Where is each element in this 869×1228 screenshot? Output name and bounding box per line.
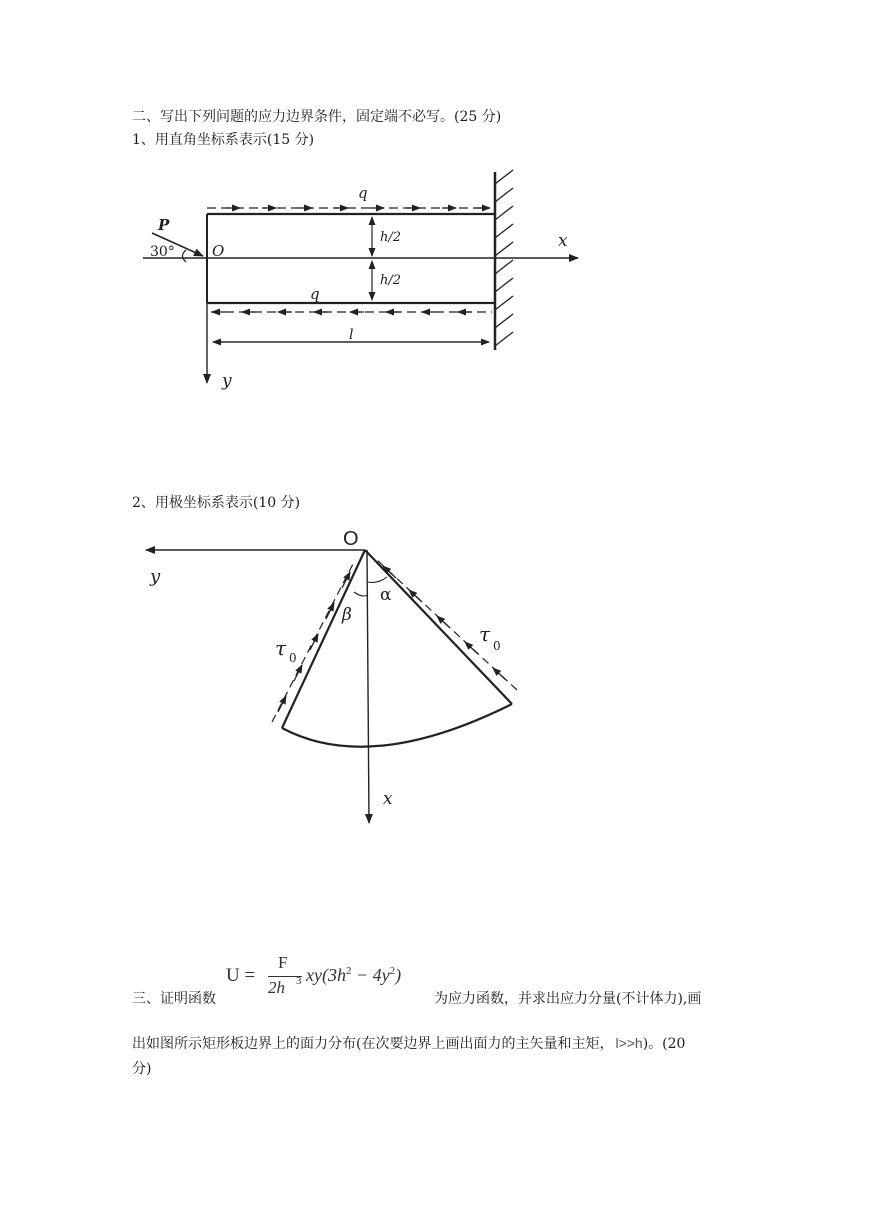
label-alpha: α [380,585,392,605]
section-3-prefix: 三、证明函数 [132,991,216,1007]
label-polar-y: y [150,566,161,587]
angle-beta-arc [354,592,368,596]
formula-body: $xy(3h^2 - 4y^2)$ [306,965,402,985]
formula-denominator-exp: 3 [296,975,302,987]
label-h2-top: h/2 [380,230,402,245]
label-angle-30: 30° [150,244,175,260]
label-axis-y: y [222,371,232,391]
label-beta: β [342,605,352,625]
label-q-bottom: q [310,285,320,303]
label-force-p: P [158,216,170,234]
label-polar-x: x [383,789,393,809]
question-2-title: 2、用极坐标系表示(10 分) [132,495,301,511]
label-tau-left: τ [275,636,287,660]
label-q-top: q [358,184,368,202]
polar-x-axis [367,550,369,823]
formula-numerator: F [278,953,288,972]
label-origin-o: O [212,242,225,260]
wedge-left-edge [282,550,365,728]
stress-function-formula [222,953,432,1001]
label-tau-right: τ [479,622,491,646]
label-h2-bottom: h/2 [380,273,402,288]
section-3-line-3: 分) [132,1061,152,1077]
question-1-title: 1、用直角坐标系表示(15 分) [132,132,315,148]
formula-lhs: U = [226,965,256,986]
label-polar-origin: O [343,528,359,550]
label-length-l: l [349,327,354,343]
section-3-suffix: 为应力函数，并求出应力分量(不计体力),画 [434,991,702,1007]
formula-denominator: 2h [268,978,285,997]
condition-l-much-greater-h: l>>h [615,1035,643,1051]
section-2-heading: 二、写出下列问题的应力边界条件，固定端不必写。(25 分) [132,109,502,125]
section-3-line-2: 出如图所示矩形板边界上的面力分布(在次要边界上画出面力的主矢量和主矩， l>>h)。(20 [132,1035,686,1052]
label-axis-x: x [558,231,568,251]
label-tau-left-sub: 0 [289,651,297,665]
angle-alpha-arc [368,577,387,582]
wedge-arc [282,704,512,747]
label-tau-right-sub: 0 [493,639,501,653]
